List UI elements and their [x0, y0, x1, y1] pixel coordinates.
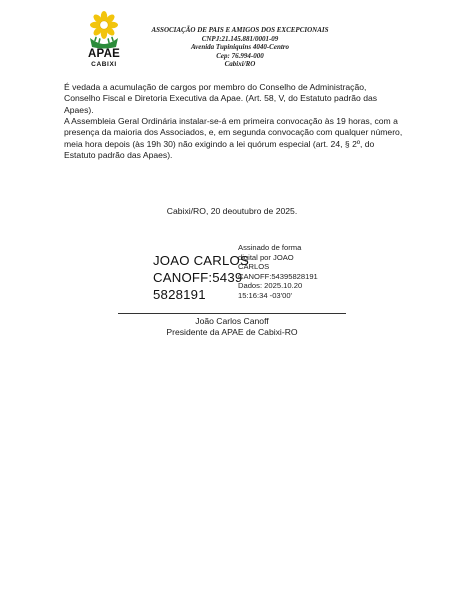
signature-meta-line: CANOFF:54395828191	[238, 271, 318, 281]
paragraph-assembleia: A Assembleia Geral Ordinária instalar-se-á em primeira convocação às 19 horas, com a presença da maioria dos Associados, e, em segunda convocação com qualquer número, meia hora depois (às 19h 30) não exigindo a lei quórum especial (art. 24, § 2º, do Estatuto padrão das Apaes).	[64, 116, 403, 161]
signature-name-line: JOAO CARLOS	[153, 253, 249, 268]
signer-name: João Carlos Canoff	[195, 316, 269, 326]
org-city: Cabixi/RO	[224, 60, 256, 68]
signature-name-line: 5828191	[153, 287, 206, 302]
signature-name-line: CANOFF:5439	[153, 270, 243, 285]
organization-header	[140, 26, 340, 69]
logo-brand: APAE	[88, 48, 120, 60]
logo-city: CABIXI	[91, 61, 117, 68]
signature-line	[118, 313, 346, 314]
digital-signature-name	[153, 252, 249, 303]
digital-signature-details	[238, 243, 348, 301]
signature-meta-line: digital por JOAO	[238, 252, 294, 262]
signature-meta-line: Dados: 2025.10.20	[238, 281, 303, 291]
org-name: ASSOCIAÇÃO DE PAIS E AMIGOS DOS EXCEPCIONAIS	[151, 26, 329, 34]
document-date: Cabixi/RO, 20 deoutubro de 2025.	[166, 206, 298, 216]
signature-meta-line: CARLOS	[238, 262, 270, 272]
org-address: Avenida Tupiniquins 4040-Centro	[190, 43, 290, 51]
signature-meta-line: 15:16:34 -03'00'	[238, 290, 292, 300]
paragraph-cargos: É vedada a acumulação de cargos por membro do Conselho de Administração, Conselho Fiscal e Diretoria Executiva da Apae. (Art. 58, V, do Estatuto padrão das Apaes).	[64, 82, 378, 115]
org-cnpj: CNPJ:21.145.881/0001-09	[201, 34, 279, 43]
flower-hands-logo-icon	[86, 11, 122, 49]
org-cep: Cep: 76.994-000	[216, 51, 264, 60]
signer-block	[0, 316, 464, 339]
signature-meta-line: Assinado de forma	[238, 243, 302, 252]
signer-role: Presidente da APAE de Cabixi-RO	[166, 327, 298, 338]
